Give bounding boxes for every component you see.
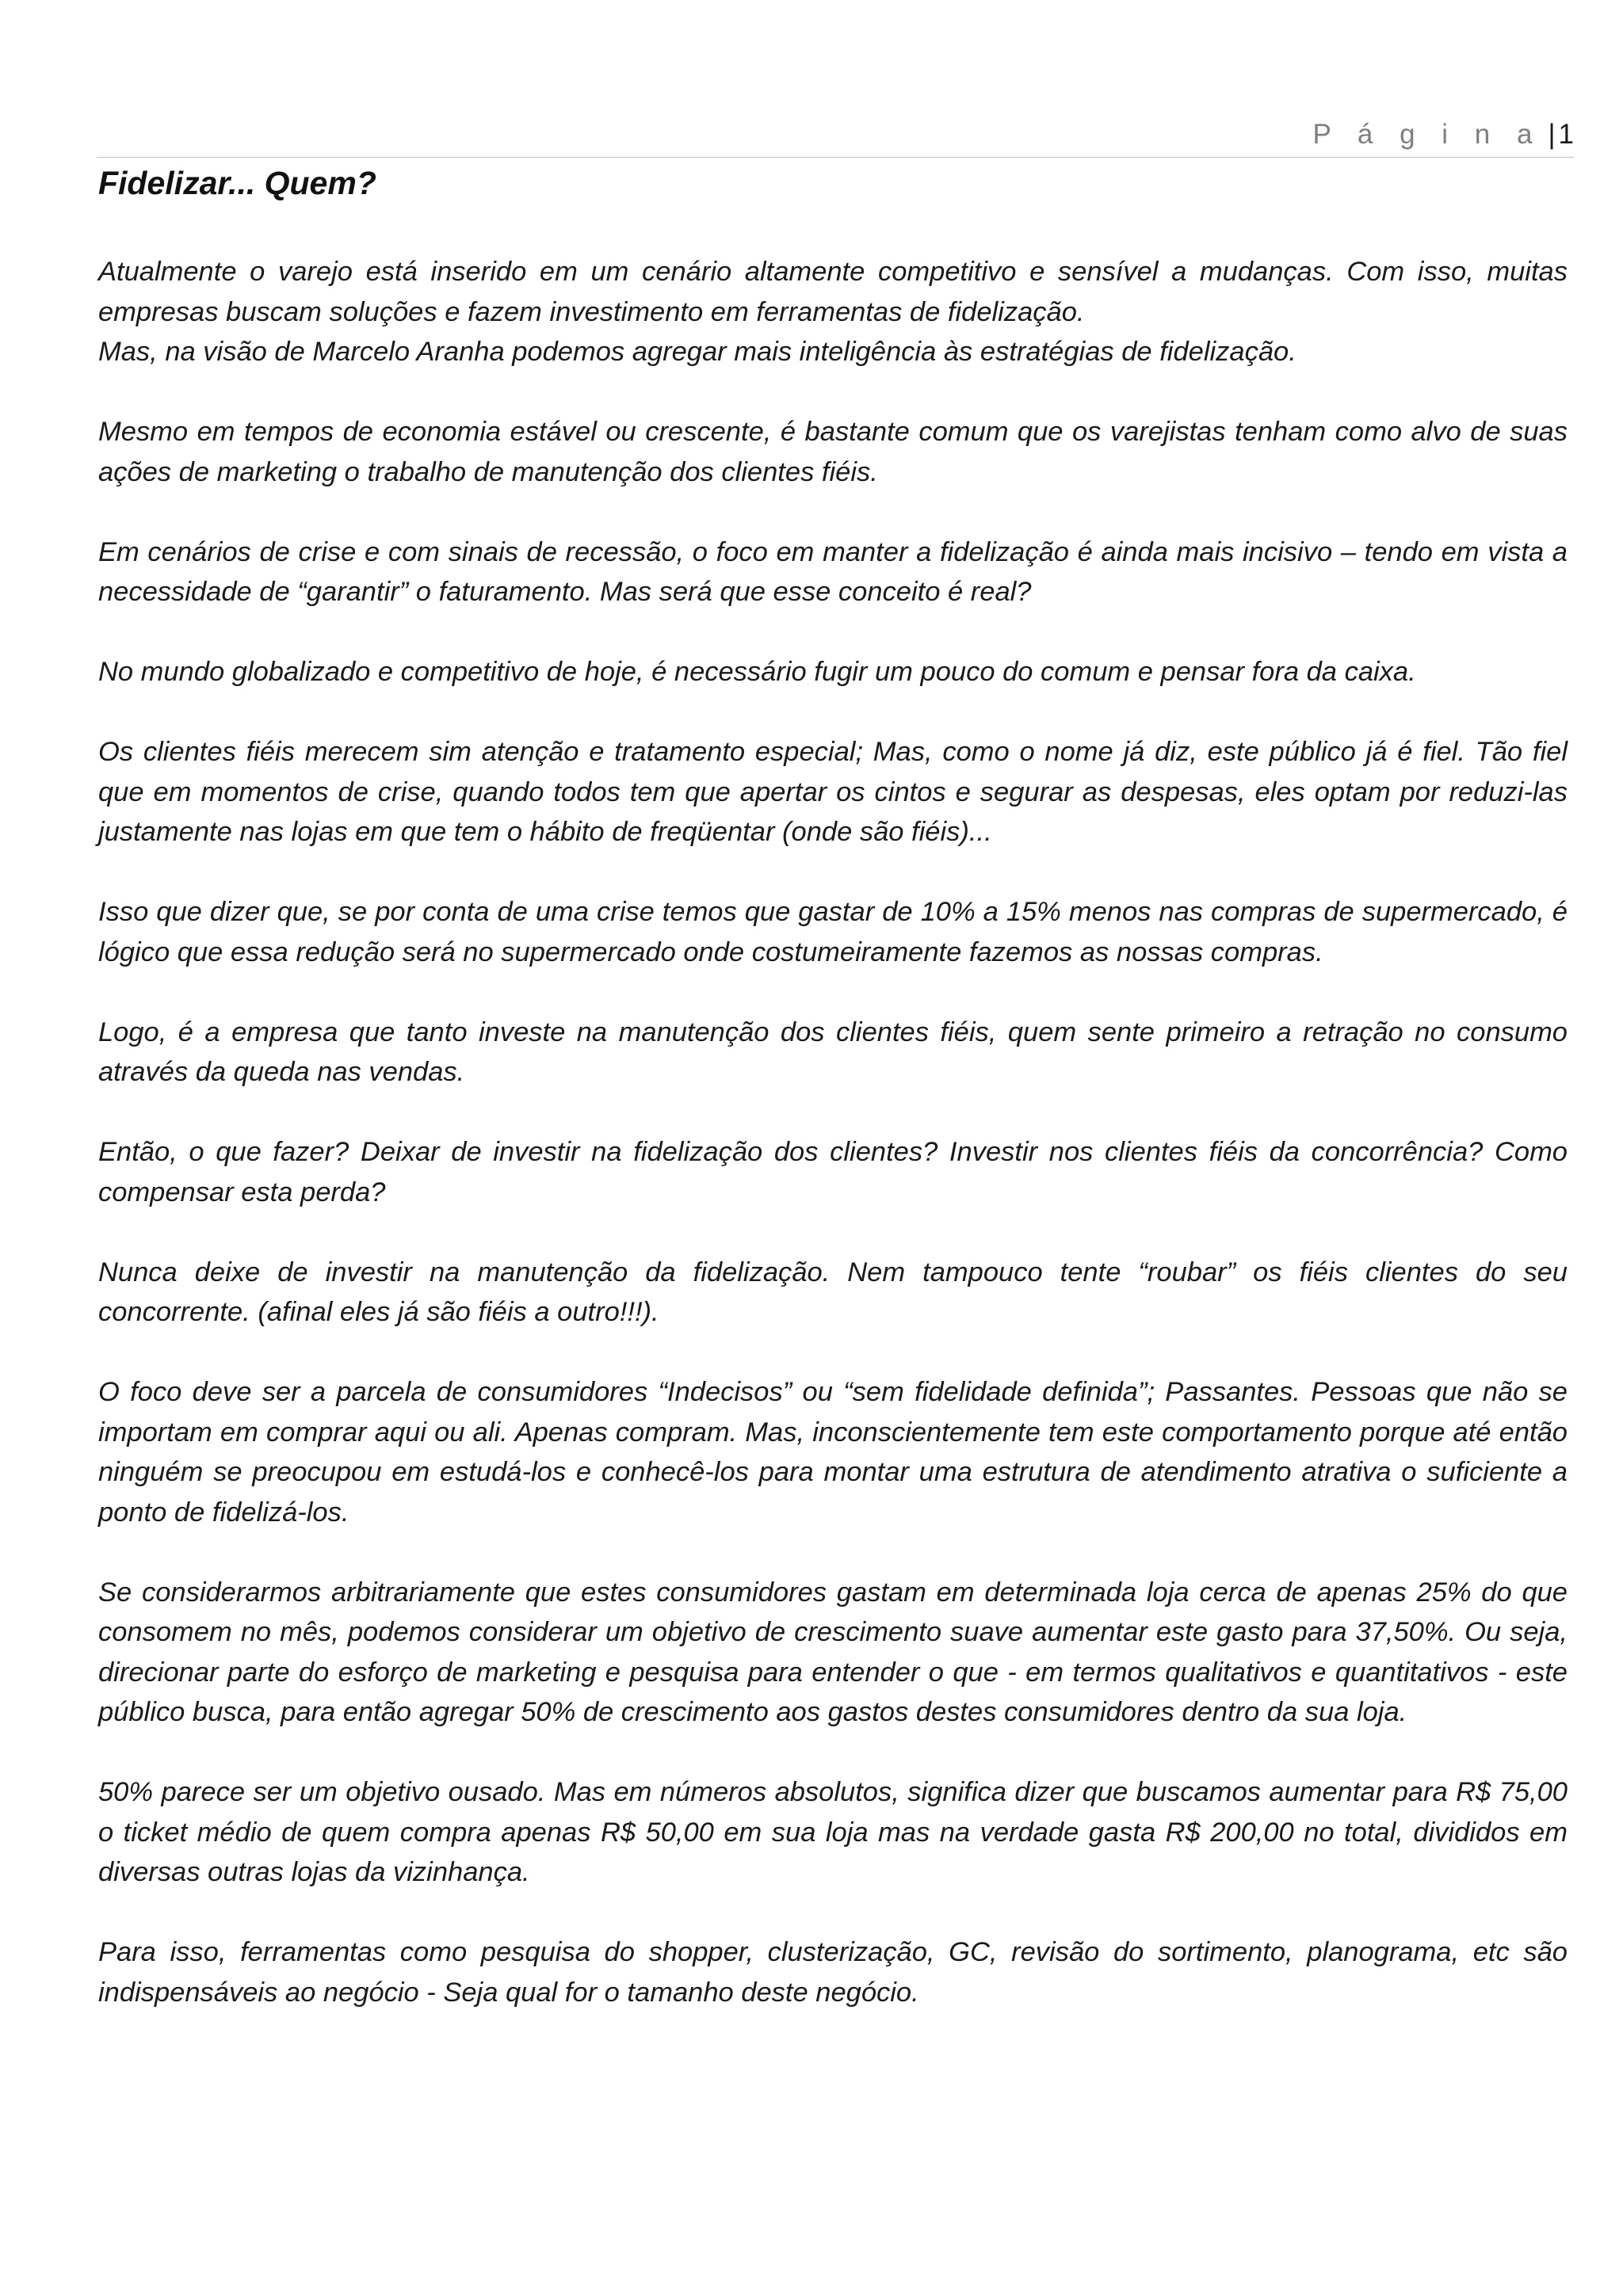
document-title: Fidelizar... Quem? xyxy=(98,165,376,201)
paragraph-intro-line-2: Mas, na visão de Marcelo Aranha podemos agregar mais inteligência às estratégias de fidelização. xyxy=(98,337,1296,367)
paragraph: Para isso, ferramentas como pesquisa do shopper, clusterização, GC, revisão do sortimento, planograma, etc são indispensáveis ao negócio - Seja qual for o tamanho deste negócio. xyxy=(98,1937,1568,2008)
page-separator: | xyxy=(1548,119,1556,150)
paragraph: Logo, é a empresa que tanto investe na manutenção dos clientes fiéis, quem sente primeiro a retração no consumo através da queda nas vendas. xyxy=(98,1016,1568,1087)
paragraph: Em cenários de crise e com sinais de recessão, o foco em manter a fidelização é ainda mais incisivo – tendo em vista a necessidade de “garantir” o faturamento. Mas será que esse conceito é real? xyxy=(98,536,1568,607)
paragraph: 50% parece ser um objetivo ousado. Mas em números absolutos, significa dizer que buscamos aumentar para R$ 75,00 o ticket médio de quem compra apenas R$ 50,00 em sua loja mas na verdade gasta R$ 200,00 no total, divididos em diversas outras lojas da vizinhança. xyxy=(98,1777,1568,1887)
paragraph-intro xyxy=(98,252,1568,372)
paragraph-intro-line-1: Atualmente o varejo está inserido em um cenário altamente competitivo e sensível a mudanças. Com isso, muitas empresas buscam soluções e fazem investimento em ferramentas de fidelização. xyxy=(98,257,1568,327)
paragraph: O foco deve ser a parcela de consumidores “Indecisos” ou “sem fidelidade definida”; Passantes. Pessoas que não se importam em comprar aqui ou ali. Apenas compram. Mas, inconscientemente tem este comportamento porque até então ninguém se preocupou em estudá-los e conhecê-los para montar uma estrutura de atendimento atrativa o suficiente a ponto de fidelizá-los. xyxy=(98,1377,1568,1527)
paragraph: Mesmo em tempos de economia estável ou crescente, é bastante comum que os varejistas tenham como alvo de suas ações de marketing o trabalho de manutenção dos clientes fiéis. xyxy=(98,417,1568,487)
page-label: P á g i n a xyxy=(1312,119,1542,150)
paragraph: Os clientes fiéis merecem sim atenção e tratamento especial; Mas, como o nome já diz, este público já é fiel. Tão fiel que em momentos de crise, quando todos tem que apertar os cintos e segurar as despesas, eles optam por reduzi-las justamente nas lojas em que tem o hábito de freqüentar (onde são fiéis)... xyxy=(98,737,1568,847)
paragraph: No mundo globalizado e competitivo de hoje, é necessário fugir um pouco do comum e pensar fora da caixa. xyxy=(98,657,1416,687)
paragraph: Se considerarmos arbitrariamente que estes consumidores gastam em determinada loja cerca de apenas 25% do que consomem no mês, podemos considerar um objetivo de crescimento suave aumentar este gasto para 37,50%. Ou seja, direcionar parte do esforço de marketing e pesquisa para entender o que - em termos qualitativos e quantitativos - este público busca, para então agregar 50% de crescimento aos gastos destes consumidores dentro da sua loja. xyxy=(98,1577,1568,1727)
page-header xyxy=(97,119,1574,158)
document-body xyxy=(98,252,1568,2053)
page-number: 1 xyxy=(1558,119,1574,150)
paragraph: Isso que dizer que, se por conta de uma crise temos que gastar de 10% a 15% menos nas compras de supermercado, é lógico que essa redução será no supermercado onde costumeiramente fazemos as nossas compras. xyxy=(98,897,1568,967)
paragraph: Então, o que fazer? Deixar de investir na fidelização dos clientes? Investir nos clientes fiéis da concorrência? Como compensar esta perda? xyxy=(98,1137,1568,1207)
paragraph: Nunca deixe de investir na manutenção da fidelização. Nem tampouco tente “roubar” os fiéis clientes do seu concorrente. (afinal eles já são fiéis a outro!!!). xyxy=(98,1257,1568,1327)
